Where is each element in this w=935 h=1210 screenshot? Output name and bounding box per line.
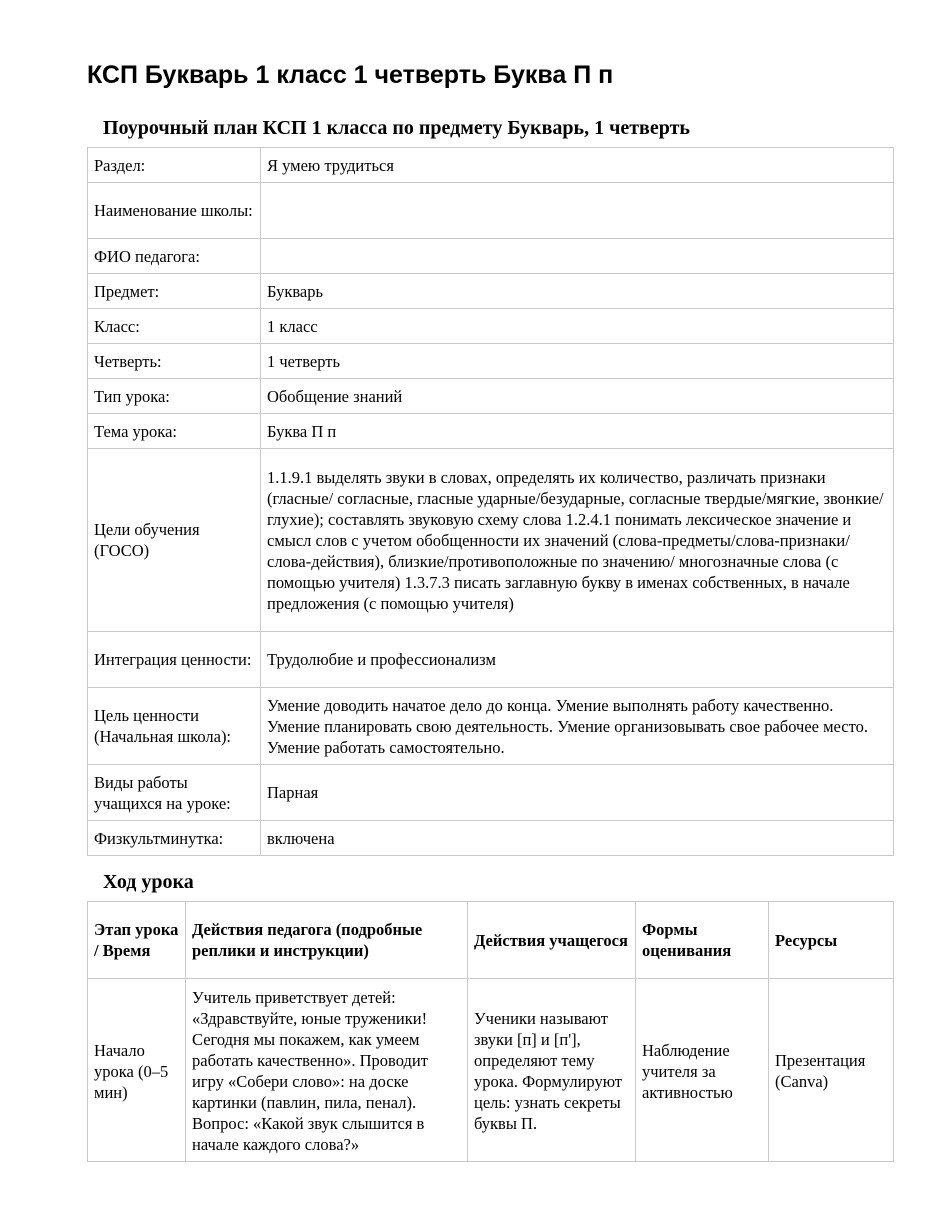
row-label-grade: Класс:: [88, 309, 261, 344]
row-value-quarter: 1 четверть: [261, 344, 894, 379]
lesson-plan-table: [87, 147, 894, 856]
row-value-section: Я умею трудиться: [261, 148, 894, 183]
header-assessment: Формы оценивания: [636, 902, 769, 979]
row-label-teacher: ФИО педагога:: [88, 239, 261, 274]
row-value-school: [261, 183, 894, 239]
header-stage: Этап урока / Время: [88, 902, 186, 979]
table-row: [88, 239, 894, 274]
row-value-teacher: [261, 239, 894, 274]
row-label-value-integration: Интеграция ценности:: [88, 632, 261, 688]
table-row: [88, 309, 894, 344]
table-row: [88, 414, 894, 449]
row-value-subject: Букварь: [261, 274, 894, 309]
table-row: [88, 274, 894, 309]
table-row: [88, 379, 894, 414]
header-resources: Ресурсы: [769, 902, 894, 979]
cell-student-actions: Ученики называют звуки [п] и [п'], определяют тему урока. Формулируют цель: узнать секреты буквы П.: [468, 979, 636, 1162]
table-row: [88, 449, 894, 632]
table-row: [88, 344, 894, 379]
header-teacher-actions: Действия педагога (подробные реплики и инструкции): [186, 902, 468, 979]
cell-stage: Начало урока (0–5 мин): [88, 979, 186, 1162]
cell-teacher-actions: Учитель приветствует детей: «Здравствуйте, юные труженики! Сегодня мы покажем, как умеем работать качественно». Проводит игру «Собери слово»: на доске картинки (павлин, пила, пенал). Вопрос: «Какой звук слышится в начале каждого слова?»: [186, 979, 468, 1162]
page-title: КСП Букварь 1 класс 1 четверть Буква П п: [87, 61, 614, 89]
row-value-value-integration: Трудолюбие и профессионализм: [261, 632, 894, 688]
table-row: [88, 632, 894, 688]
table-row: [88, 821, 894, 856]
table-row: [88, 765, 894, 821]
row-label-school: Наименование школы:: [88, 183, 261, 239]
lesson-flow-table: [87, 901, 894, 1162]
row-label-lesson-type: Тип урока:: [88, 379, 261, 414]
table-row: [88, 688, 894, 765]
table-row: [88, 979, 894, 1162]
row-label-work-types: Виды работы учащихся на уроке:: [88, 765, 261, 821]
row-label-exercise-break: Физкультминутка:: [88, 821, 261, 856]
cell-assessment: Наблюдение учителя за активностью: [636, 979, 769, 1162]
row-value-lesson-type: Обобщение знаний: [261, 379, 894, 414]
row-value-learning-goals: 1.1.9.1 выделять звуки в словах, определять их количество, различать признаки (гласные/ согласные, гласные ударные/безударные, согласные твердые/мягкие, звонкие/глухие); составлять звуковую схему слова 1.2.4.1 понимать лексическое значение и смысл слов с учетом обобщенности их значений (слова-предметы/слова-признаки/слова-действия), близкие/противоположные по значению/ многозначные слова (с помощью учителя) 1.3.7.3 писать заглавную букву в именах собственных, в начале предложения (с помощью учителя): [261, 449, 894, 632]
table-row: [88, 183, 894, 239]
row-value-exercise-break: включена: [261, 821, 894, 856]
table-row: [88, 148, 894, 183]
row-value-grade: 1 класс: [261, 309, 894, 344]
header-student-actions: Действия учащегося: [468, 902, 636, 979]
row-value-work-types: Парная: [261, 765, 894, 821]
row-label-value-goal: Цель ценности (Начальная школа):: [88, 688, 261, 765]
row-value-lesson-topic: Буква П п: [261, 414, 894, 449]
row-label-learning-goals: Цели обучения (ГОСО): [88, 449, 261, 632]
row-label-lesson-topic: Тема урока:: [88, 414, 261, 449]
row-label-quarter: Четверть:: [88, 344, 261, 379]
row-label-subject: Предмет:: [88, 274, 261, 309]
table-header-row: [88, 902, 894, 979]
row-label-section: Раздел:: [88, 148, 261, 183]
row-value-value-goal: Умение доводить начатое дело до конца. Умение выполнять работу качественно. Умение планировать свою деятельность. Умение организовывать свое рабочее место. Умение работать самостоятельно.: [261, 688, 894, 765]
plan-heading: Поурочный план КСП 1 класса по предмету Букварь, 1 четверть: [103, 117, 690, 139]
lesson-heading: Ход урока: [103, 871, 194, 893]
cell-resources: Презентация (Canva): [769, 979, 894, 1162]
